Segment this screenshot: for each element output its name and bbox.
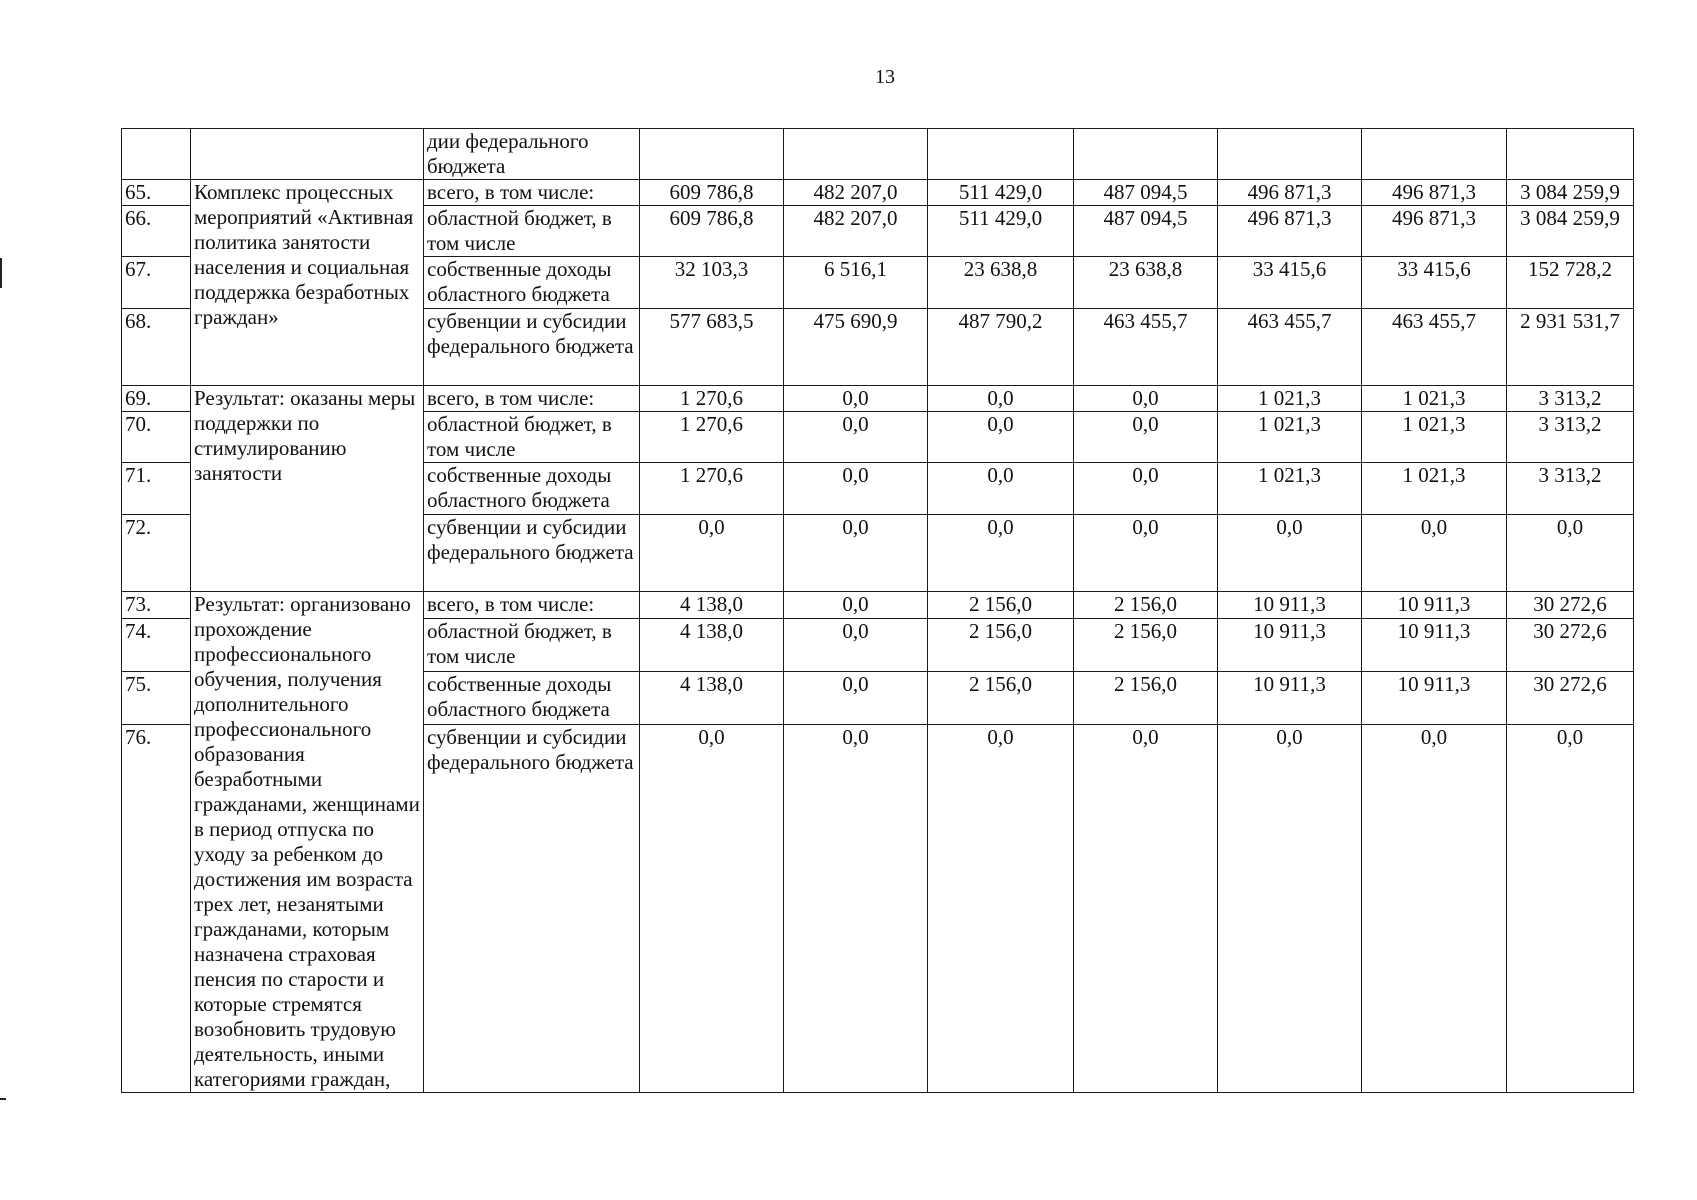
value-cell: 4 138,0 (640, 592, 784, 619)
value-cell: 2 156,0 (1074, 592, 1218, 619)
value-cell: 0,0 (640, 725, 784, 1093)
table-row (122, 386, 1634, 412)
value-cell: 3 084 259,9 (1507, 206, 1634, 257)
value-cell: 10 911,3 (1218, 592, 1362, 619)
value-cell: 1 021,3 (1362, 386, 1507, 412)
value-cell: 0,0 (784, 412, 928, 463)
row-number: 74. (122, 618, 191, 671)
funding-source: субвенции и субсидии федерального бюджета (424, 309, 640, 386)
value-cell: 0,0 (1074, 463, 1218, 515)
row-number: 71. (122, 463, 191, 515)
funding-source: собственные доходы областного бюджета (424, 671, 640, 725)
value-cell: 496 871,3 (1218, 180, 1362, 206)
value-cell: 30 272,6 (1507, 618, 1634, 671)
value-cell (1507, 129, 1634, 180)
value-cell: 1 270,6 (640, 386, 784, 412)
value-cell: 0,0 (1074, 725, 1218, 1093)
value-cell: 496 871,3 (1362, 206, 1507, 257)
value-cell: 32 103,3 (640, 257, 784, 309)
value-cell: 609 786,8 (640, 206, 784, 257)
funding-source: областной бюджет, в том числе (424, 618, 640, 671)
funding-source: всего, в том числе: (424, 592, 640, 619)
value-cell: 10 911,3 (1218, 618, 1362, 671)
value-cell: 4 138,0 (640, 671, 784, 725)
value-cell (640, 129, 784, 180)
value-cell: 152 728,2 (1507, 257, 1634, 309)
value-cell: 2 156,0 (928, 592, 1074, 619)
row-number: 66. (122, 206, 191, 257)
value-cell: 0,0 (640, 515, 784, 592)
value-cell: 10 911,3 (1362, 592, 1507, 619)
activity-name: Результат: организовано прохождение профессионального обучения, получения дополнительного профессионального образования безработными гражданами, женщинами в период отпуска по уходу за ребенком до достижения им возраста трех лет, незанятыми гражданами, которым назначена страховая пенсия по старости и которые стремятся возобновить трудовую деятельность, иными категориями граждан, (191, 592, 424, 1093)
value-cell: 496 871,3 (1362, 180, 1507, 206)
margin-mark-bottom (0, 1098, 6, 1100)
value-cell: 0,0 (1074, 515, 1218, 592)
activity-name (191, 129, 424, 180)
value-cell: 487 094,5 (1074, 206, 1218, 257)
row-number: 76. (122, 725, 191, 1093)
value-cell: 10 911,3 (1218, 671, 1362, 725)
value-cell: 0,0 (928, 725, 1074, 1093)
value-cell: 2 156,0 (1074, 671, 1218, 725)
funding-source: областной бюджет, в том числе (424, 206, 640, 257)
value-cell: 463 455,7 (1074, 309, 1218, 386)
value-cell: 0,0 (784, 515, 928, 592)
activity-name: Результат: оказаны меры поддержки по стимулированию занятости (191, 386, 424, 592)
value-cell: 1 021,3 (1362, 463, 1507, 515)
value-cell: 482 207,0 (784, 206, 928, 257)
funding-source: дии федерального бюджета (424, 129, 640, 180)
activity-name: Комплекс процессных мероприятий «Активная политика занятости населения и социальная поддержка безработных граждан» (191, 180, 424, 386)
value-cell: 487 790,2 (928, 309, 1074, 386)
value-cell: 33 415,6 (1218, 257, 1362, 309)
value-cell: 30 272,6 (1507, 671, 1634, 725)
budget-table (121, 128, 1634, 1093)
value-cell: 1 021,3 (1218, 412, 1362, 463)
funding-source: всего, в том числе: (424, 386, 640, 412)
table-row (122, 129, 1634, 180)
value-cell: 33 415,6 (1362, 257, 1507, 309)
value-cell: 0,0 (1218, 725, 1362, 1093)
value-cell: 1 270,6 (640, 412, 784, 463)
value-cell: 496 871,3 (1218, 206, 1362, 257)
table-row (122, 180, 1634, 206)
value-cell: 2 156,0 (1074, 618, 1218, 671)
value-cell: 10 911,3 (1362, 618, 1507, 671)
margin-mark-top (0, 258, 2, 288)
value-cell: 4 138,0 (640, 618, 784, 671)
value-cell: 0,0 (928, 515, 1074, 592)
value-cell: 0,0 (784, 592, 928, 619)
funding-source: областной бюджет, в том числе (424, 412, 640, 463)
value-cell: 0,0 (1074, 412, 1218, 463)
value-cell: 1 021,3 (1362, 412, 1507, 463)
value-cell: 0,0 (928, 386, 1074, 412)
row-number: 67. (122, 257, 191, 309)
value-cell: 1 021,3 (1218, 386, 1362, 412)
value-cell (1074, 129, 1218, 180)
value-cell: 2 156,0 (928, 618, 1074, 671)
value-cell: 0,0 (928, 463, 1074, 515)
value-cell: 3 313,2 (1507, 412, 1634, 463)
row-number: 75. (122, 671, 191, 725)
value-cell: 0,0 (784, 618, 928, 671)
value-cell: 482 207,0 (784, 180, 928, 206)
value-cell: 0,0 (784, 725, 928, 1093)
funding-source: собственные доходы областного бюджета (424, 463, 640, 515)
value-cell (1218, 129, 1362, 180)
value-cell: 2 931 531,7 (1507, 309, 1634, 386)
funding-source: всего, в том числе: (424, 180, 640, 206)
value-cell: 2 156,0 (928, 671, 1074, 725)
value-cell: 23 638,8 (928, 257, 1074, 309)
value-cell: 511 429,0 (928, 180, 1074, 206)
value-cell: 1 021,3 (1218, 463, 1362, 515)
value-cell: 23 638,8 (1074, 257, 1218, 309)
value-cell: 30 272,6 (1507, 592, 1634, 619)
value-cell: 0,0 (1218, 515, 1362, 592)
value-cell: 1 270,6 (640, 463, 784, 515)
row-number: 68. (122, 309, 191, 386)
value-cell: 0,0 (1074, 386, 1218, 412)
page-number: 13 (875, 66, 895, 88)
value-cell: 577 683,5 (640, 309, 784, 386)
value-cell: 0,0 (1362, 725, 1507, 1093)
value-cell (1362, 129, 1507, 180)
table-body (122, 129, 1634, 1093)
funding-source: субвенции и субсидии федерального бюджета (424, 725, 640, 1093)
value-cell: 511 429,0 (928, 206, 1074, 257)
row-number: 72. (122, 515, 191, 592)
value-cell: 0,0 (784, 671, 928, 725)
value-cell (784, 129, 928, 180)
row-number: 73. (122, 592, 191, 619)
value-cell: 3 313,2 (1507, 386, 1634, 412)
value-cell: 487 094,5 (1074, 180, 1218, 206)
row-number: 70. (122, 412, 191, 463)
value-cell: 10 911,3 (1362, 671, 1507, 725)
value-cell: 0,0 (784, 386, 928, 412)
value-cell: 0,0 (928, 412, 1074, 463)
value-cell: 463 455,7 (1362, 309, 1507, 386)
row-number (122, 129, 191, 180)
value-cell: 463 455,7 (1218, 309, 1362, 386)
row-number: 69. (122, 386, 191, 412)
value-cell: 0,0 (1507, 515, 1634, 592)
table-row (122, 592, 1634, 619)
value-cell (928, 129, 1074, 180)
value-cell: 0,0 (1362, 515, 1507, 592)
value-cell: 475 690,9 (784, 309, 928, 386)
value-cell: 609 786,8 (640, 180, 784, 206)
value-cell: 6 516,1 (784, 257, 928, 309)
funding-source: субвенции и субсидии федерального бюджета (424, 515, 640, 592)
value-cell: 3 313,2 (1507, 463, 1634, 515)
value-cell: 0,0 (784, 463, 928, 515)
value-cell: 3 084 259,9 (1507, 180, 1634, 206)
row-number: 65. (122, 180, 191, 206)
value-cell: 0,0 (1507, 725, 1634, 1093)
funding-source: собственные доходы областного бюджета (424, 257, 640, 309)
